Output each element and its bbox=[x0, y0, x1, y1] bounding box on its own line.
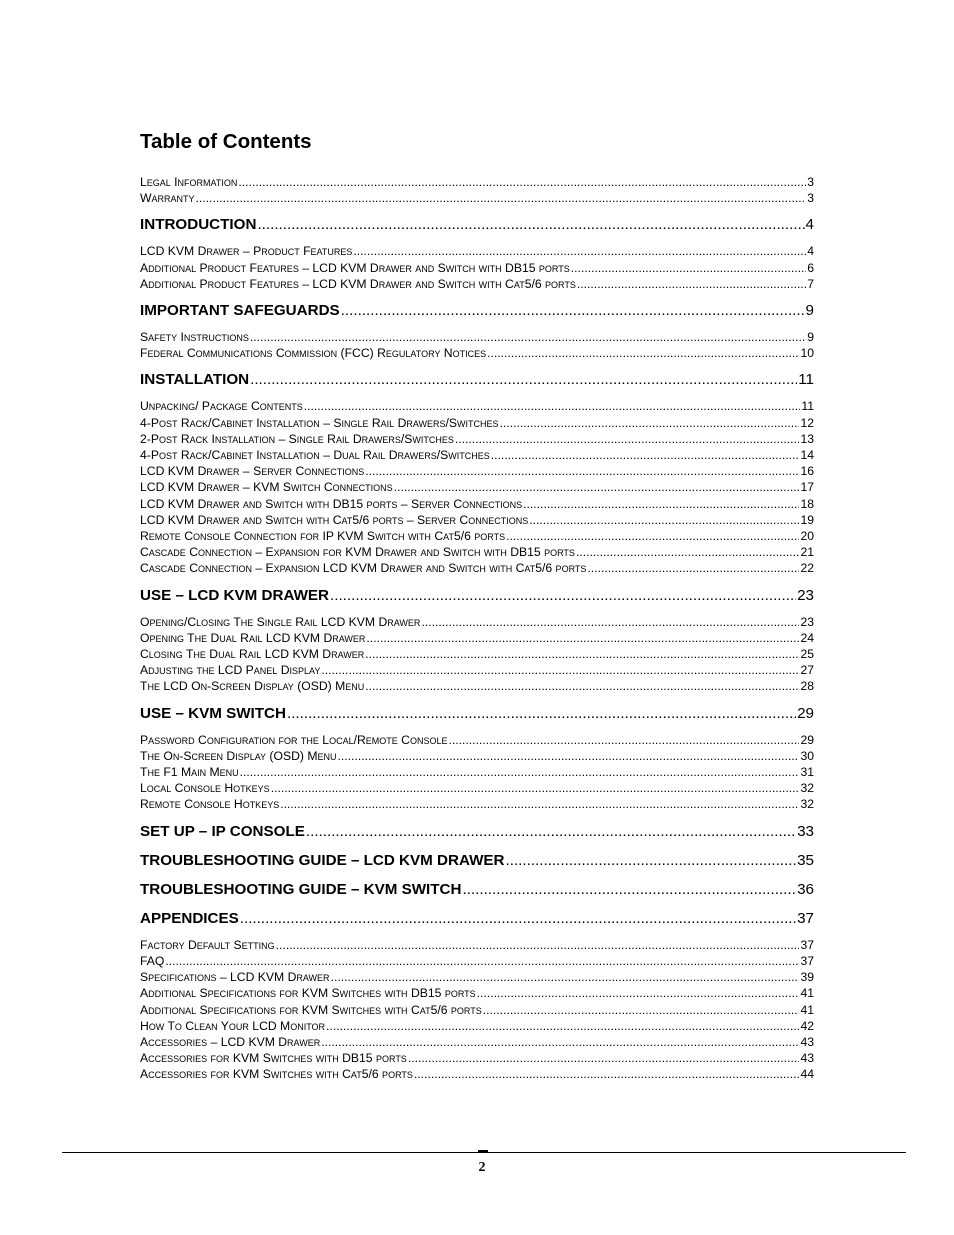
footer-center-mark bbox=[478, 1150, 488, 1153]
toc-entry-page: 22 bbox=[800, 561, 814, 576]
toc-dot-leader bbox=[506, 528, 799, 544]
toc-entry-page: 11 bbox=[798, 371, 814, 389]
toc-entry-label: Additional Specifications for KVM Switches with DB15 ports bbox=[140, 986, 476, 1001]
toc-entry-label: Accessories for KVM Switches with Cat5/6 ports bbox=[140, 1067, 413, 1082]
toc-subsection-entry[interactable] bbox=[140, 512, 814, 528]
toc-subsection-entry[interactable] bbox=[140, 544, 814, 560]
toc-dot-leader bbox=[321, 662, 799, 678]
toc-section-entry[interactable] bbox=[140, 215, 814, 235]
toc-dot-leader bbox=[500, 415, 800, 431]
toc-entry-page: 10 bbox=[800, 346, 814, 361]
toc-dot-leader bbox=[414, 1066, 800, 1082]
toc-entry-page: 44 bbox=[800, 1067, 814, 1082]
toc-entry-label: SET UP – IP CONSOLE bbox=[140, 822, 305, 840]
toc-entry-label: Remote Console Connection for IP KVM Switch with Cat5/6 ports bbox=[140, 529, 506, 544]
toc-entry-page: 9 bbox=[805, 302, 814, 320]
toc-dot-leader bbox=[353, 243, 806, 259]
toc-entry-page: 33 bbox=[797, 822, 814, 840]
page-number: 2 bbox=[478, 1160, 486, 1175]
toc-entry-label: 4-Post Rack/Cabinet Installation – Single Rail Drawers/Switches bbox=[140, 415, 499, 430]
toc-dot-leader bbox=[491, 447, 800, 463]
toc-entry-label: Remote Console Hotkeys bbox=[140, 797, 280, 812]
toc-subsection-entry[interactable] bbox=[140, 560, 814, 576]
toc-dot-leader bbox=[165, 953, 799, 969]
toc-section-entry[interactable] bbox=[140, 851, 814, 871]
toc-entry-page: 42 bbox=[800, 1018, 814, 1033]
toc-entry-label: Additional Product Features – LCD KVM Drawer and Switch with DB15 ports bbox=[140, 260, 570, 275]
toc-entry-label: The On-Screen Display (OSD) Menu bbox=[140, 748, 337, 763]
toc-dot-leader bbox=[276, 937, 800, 953]
toc-dot-leader bbox=[250, 329, 806, 345]
toc-dot-leader bbox=[462, 880, 796, 900]
toc-section-entry[interactable] bbox=[140, 301, 814, 321]
toc-entry-label: FAQ bbox=[140, 953, 165, 968]
toc-entry-label: TROUBLESHOOTING GUIDE – LCD KVM DRAWER bbox=[140, 851, 505, 869]
toc-dot-leader bbox=[408, 1050, 800, 1066]
toc-subsection-entry[interactable] bbox=[140, 764, 814, 780]
toc-subsection-entry[interactable] bbox=[140, 479, 814, 495]
toc-subsection-entry[interactable] bbox=[140, 1002, 814, 1018]
toc-subsection-entry[interactable] bbox=[140, 796, 814, 812]
toc-subsection-entry[interactable] bbox=[140, 614, 814, 630]
toc-entry-label: IMPORTANT SAFEGUARDS bbox=[140, 302, 340, 320]
toc-entry-label: Local Console Hotkeys bbox=[140, 781, 270, 796]
toc-entry-page: 43 bbox=[800, 1051, 814, 1066]
toc-subsection-entry[interactable] bbox=[140, 190, 814, 206]
toc-subsection-entry[interactable] bbox=[140, 748, 814, 764]
toc-entry-page: 37 bbox=[800, 953, 814, 968]
toc-entry-label: Additional Specifications for KVM Switches with Cat5/6 ports bbox=[140, 1002, 482, 1017]
toc-subsection-entry[interactable] bbox=[140, 496, 814, 512]
toc-dot-leader bbox=[576, 544, 800, 560]
toc-entry-page: 12 bbox=[800, 415, 814, 430]
toc-entry-label: TROUBLESHOOTING GUIDE – KVM SWITCH bbox=[140, 880, 462, 898]
toc-entry-page: 31 bbox=[800, 765, 814, 780]
toc-dot-leader bbox=[506, 851, 797, 871]
toc-entry-label: APPENDICES bbox=[140, 909, 239, 927]
toc-entry-page: 43 bbox=[800, 1034, 814, 1049]
toc-entry-page: 23 bbox=[800, 614, 814, 629]
table-of-contents bbox=[140, 174, 814, 1083]
toc-entry-page: 3 bbox=[807, 191, 814, 206]
toc-subsection-entry[interactable] bbox=[140, 447, 814, 463]
toc-subsection-entry[interactable] bbox=[140, 662, 814, 678]
toc-dot-leader bbox=[304, 398, 801, 414]
toc-dot-leader bbox=[306, 822, 796, 842]
toc-entry-label: Factory Default Setting bbox=[140, 937, 275, 952]
toc-entry-page: 27 bbox=[800, 663, 814, 678]
toc-entry-page: 37 bbox=[797, 909, 814, 927]
toc-dot-leader bbox=[529, 512, 799, 528]
toc-section-entry[interactable] bbox=[140, 704, 814, 724]
toc-entry-label: USE – LCD KVM DRAWER bbox=[140, 586, 330, 604]
toc-entry-label: LCD KVM Drawer and Switch with Cat5/6 ports – Server Connections bbox=[140, 512, 529, 527]
toc-entry-label: The F1 Main Menu bbox=[140, 765, 239, 780]
toc-subsection-entry[interactable] bbox=[140, 1050, 814, 1066]
toc-entry-page: 39 bbox=[800, 970, 814, 985]
toc-subsection-entry[interactable] bbox=[140, 678, 814, 694]
toc-subsection-entry[interactable] bbox=[140, 937, 814, 953]
toc-subsection-entry[interactable] bbox=[140, 463, 814, 479]
toc-entry-label: Cascade Connection – Expansion LCD KVM Drawer and Switch with Cat5/6 ports bbox=[140, 561, 587, 576]
toc-dot-leader bbox=[321, 1034, 799, 1050]
toc-subsection-entry[interactable] bbox=[140, 276, 814, 292]
toc-entry-label: Opening The Dual Rail LCD KVM Drawer bbox=[140, 630, 366, 645]
toc-subsection-entry[interactable] bbox=[140, 646, 814, 662]
toc-entry-page: 9 bbox=[807, 330, 814, 345]
toc-entry-page: 6 bbox=[807, 260, 814, 275]
toc-entry-page: 37 bbox=[800, 937, 814, 952]
toc-subsection-entry[interactable] bbox=[140, 329, 814, 345]
toc-dot-leader bbox=[487, 345, 799, 361]
toc-entry-label: Accessories – LCD KVM Drawer bbox=[140, 1034, 321, 1049]
toc-entry-page: 29 bbox=[797, 704, 814, 722]
toc-entry-label: Additional Product Features – LCD KVM Drawer and Switch with Cat5/6 ports bbox=[140, 276, 576, 291]
toc-entry-label: Opening/Closing The Single Rail LCD KVM Drawer bbox=[140, 614, 421, 629]
toc-dot-leader bbox=[338, 748, 800, 764]
toc-dot-leader bbox=[448, 732, 799, 748]
toc-dot-leader bbox=[523, 496, 799, 512]
toc-dot-leader bbox=[394, 479, 800, 495]
toc-entry-page: 32 bbox=[800, 781, 814, 796]
toc-dot-leader bbox=[240, 764, 800, 780]
toc-entry-label: LCD KVM Drawer and Switch with DB15 ports – Server Connections bbox=[140, 496, 523, 511]
toc-subsection-entry[interactable] bbox=[140, 969, 814, 985]
toc-entry-page: 11 bbox=[801, 399, 814, 414]
toc-dot-leader bbox=[366, 630, 799, 646]
toc-entry-label: Password Configuration for the Local/Remote Console bbox=[140, 732, 448, 747]
toc-subsection-entry[interactable] bbox=[140, 985, 814, 1001]
toc-entry-page: 29 bbox=[800, 732, 814, 747]
page-title: Table of Contents bbox=[140, 130, 312, 153]
toc-dot-leader bbox=[326, 1018, 799, 1034]
toc-entry-label: USE – KVM SWITCH bbox=[140, 704, 286, 722]
toc-entry-page: 41 bbox=[800, 1002, 814, 1017]
toc-subsection-entry[interactable] bbox=[140, 260, 814, 276]
toc-dot-leader bbox=[341, 301, 805, 321]
toc-entry-label: Warranty bbox=[140, 191, 195, 206]
toc-subsection-entry[interactable] bbox=[140, 1018, 814, 1034]
toc-section-entry[interactable] bbox=[140, 370, 814, 390]
toc-subsection-entry[interactable] bbox=[140, 1034, 814, 1050]
toc-dot-leader bbox=[587, 560, 799, 576]
toc-subsection-entry[interactable] bbox=[140, 345, 814, 361]
toc-entry-label: Cascade Connection – Expansion for KVM Drawer and Switch with DB15 ports bbox=[140, 545, 575, 560]
toc-entry-label: 2-Post Rack Installation – Single Rail Drawers/Switches bbox=[140, 431, 454, 446]
toc-dot-leader bbox=[421, 614, 799, 630]
toc-subsection-entry[interactable] bbox=[140, 1066, 814, 1082]
toc-entry-label: Specifications – LCD KVM Drawer bbox=[140, 970, 330, 985]
toc-section-entry[interactable] bbox=[140, 822, 814, 842]
toc-section-entry[interactable] bbox=[140, 586, 814, 606]
toc-dot-leader bbox=[331, 969, 800, 985]
toc-entry-page: 18 bbox=[800, 496, 814, 511]
toc-entry-page: 23 bbox=[797, 586, 814, 604]
toc-entry-label: INSTALLATION bbox=[140, 371, 250, 389]
toc-dot-leader bbox=[477, 985, 800, 1001]
toc-entry-label: Legal Information bbox=[140, 175, 238, 189]
toc-dot-leader bbox=[365, 678, 799, 694]
toc-subsection-entry[interactable] bbox=[140, 630, 814, 646]
toc-subsection-entry[interactable] bbox=[140, 243, 814, 259]
toc-entry-label: The LCD On-Screen Display (OSD) Menu bbox=[140, 679, 365, 694]
toc-section-entry[interactable] bbox=[140, 909, 814, 929]
toc-dot-leader bbox=[257, 215, 804, 235]
toc-subsection-entry[interactable] bbox=[140, 732, 814, 748]
toc-dot-leader bbox=[483, 1002, 800, 1018]
toc-entry-label: 4-Post Rack/Cabinet Installation – Dual Rail Drawers/Switches bbox=[140, 448, 490, 463]
toc-entry-label: How To Clean Your LCD Monitor bbox=[140, 1018, 326, 1033]
toc-subsection-entry[interactable] bbox=[140, 780, 814, 796]
toc-entry-label: LCD KVM Drawer – Server Connections bbox=[140, 464, 365, 479]
toc-entry-label: Unpacking/ Package Contents bbox=[140, 399, 303, 414]
toc-entry-page: 14 bbox=[800, 448, 814, 463]
toc-subsection-entry[interactable] bbox=[140, 953, 814, 969]
toc-dot-leader bbox=[196, 190, 807, 206]
toc-subsection-entry[interactable] bbox=[140, 415, 814, 431]
toc-entry-page: 19 bbox=[800, 512, 814, 527]
toc-entry-label: LCD KVM Drawer – KVM Switch Connections bbox=[140, 480, 393, 495]
toc-entry-label: Federal Communications Commission (FCC) Regulatory Notices bbox=[140, 346, 487, 361]
toc-entry-page: 24 bbox=[800, 630, 814, 645]
toc-entry-page: 7 bbox=[807, 276, 814, 291]
toc-entry-page: 13 bbox=[800, 431, 814, 446]
toc-subsection-entry[interactable] bbox=[140, 174, 814, 190]
toc-entry-page: 17 bbox=[800, 480, 814, 495]
toc-entry-page: 30 bbox=[800, 748, 814, 763]
toc-entry-page: 16 bbox=[800, 464, 814, 479]
toc-subsection-entry[interactable] bbox=[140, 528, 814, 544]
toc-entry-label: Closing The Dual Rail LCD KVM Drawer bbox=[140, 647, 365, 662]
toc-dot-leader bbox=[240, 909, 796, 929]
toc-dot-leader bbox=[571, 260, 806, 276]
toc-entry-page: 21 bbox=[800, 545, 814, 560]
toc-subsection-entry[interactable] bbox=[140, 398, 814, 414]
toc-dot-leader bbox=[455, 431, 800, 447]
toc-entry-page: 4 bbox=[807, 244, 814, 259]
toc-entry-page: 36 bbox=[797, 880, 814, 898]
toc-dot-leader bbox=[280, 796, 799, 812]
toc-dot-leader bbox=[365, 646, 799, 662]
toc-section-entry[interactable] bbox=[140, 880, 814, 900]
toc-dot-leader bbox=[330, 586, 796, 606]
toc-entry-page: 3 bbox=[807, 175, 814, 189]
toc-entry-page: 28 bbox=[800, 679, 814, 694]
toc-dot-leader bbox=[271, 780, 800, 796]
toc-entry-page: 32 bbox=[800, 797, 814, 812]
toc-entry-label: LCD KVM Drawer – Product Features bbox=[140, 244, 353, 259]
toc-subsection-entry[interactable] bbox=[140, 431, 814, 447]
toc-entry-page: 35 bbox=[797, 851, 814, 869]
document-page bbox=[140, 128, 814, 1083]
toc-entry-page: 41 bbox=[800, 986, 814, 1001]
toc-entry-label: Accessories for KVM Switches with DB15 ports bbox=[140, 1051, 407, 1066]
toc-dot-leader bbox=[250, 370, 797, 390]
toc-entry-page: 4 bbox=[805, 216, 814, 234]
toc-entry-label: Adjusting the LCD Panel Display bbox=[140, 663, 321, 678]
toc-entry-page: 25 bbox=[800, 647, 814, 662]
toc-entry-page: 20 bbox=[800, 529, 814, 544]
toc-entry-label: INTRODUCTION bbox=[140, 216, 257, 234]
toc-dot-leader bbox=[238, 174, 806, 190]
toc-dot-leader bbox=[287, 704, 796, 724]
toc-entry-label: Safety Instructions bbox=[140, 330, 249, 345]
toc-dot-leader bbox=[365, 463, 799, 479]
toc-dot-leader bbox=[577, 276, 806, 292]
